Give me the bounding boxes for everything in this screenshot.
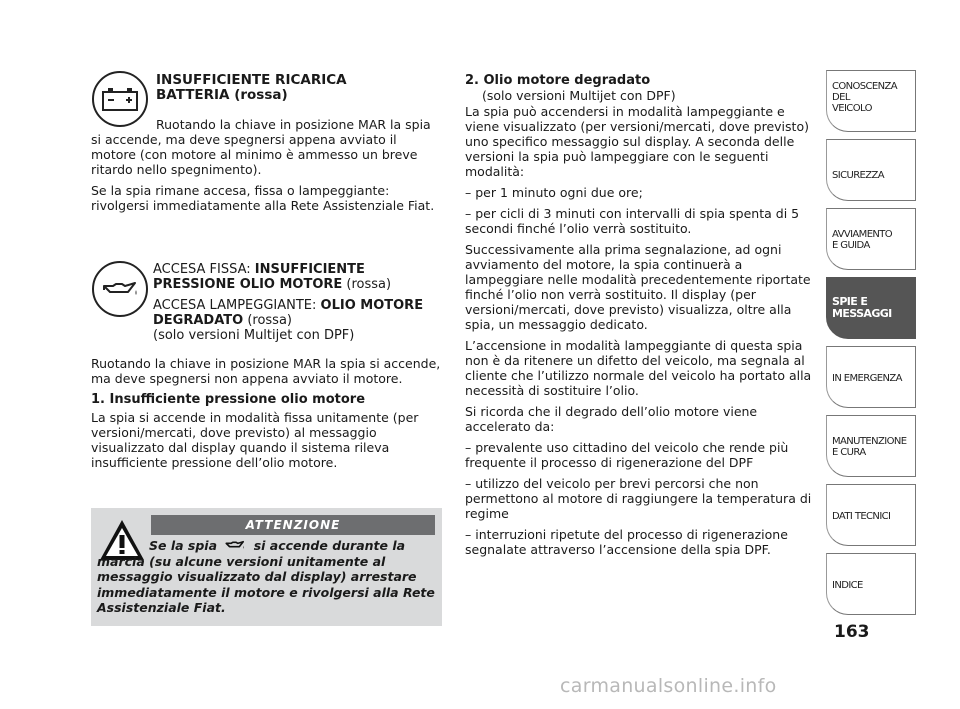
- degraded-heading: 2. Olio motore degradato: [465, 73, 651, 88]
- oil-fixed-status: ACCESA FISSA: INSUFFICIENTE PRESSIONE OLIO MOTORE (rossa): [153, 262, 392, 292]
- right-paragraph-1: La spia può accendersi in modalità lampeggiante e viene visualizzato (per versioni/mercati, dove previsto) uno specifico messaggio sul display. A seconda delle versioni la spia può lampeggiare con le seguenti modalità:: [465, 104, 809, 179]
- oil-paragraph-1: Ruotando la chiave in posizione MAR la spia si accende, ma deve spegnersi non appena avviato il motore.: [91, 356, 441, 386]
- battery-text: [91, 117, 441, 219]
- right-paragraph-8: – utilizzo del veicolo per brevi percorsi che non permettono al motore di raggiungere la temperatura di regime: [465, 476, 812, 521]
- tab-conoscenza-del-veicolo[interactable]: CONOSCENZA DEL VEICOLO: [826, 70, 916, 132]
- oil-versions-note: (solo versioni Multijet con DPF): [153, 328, 355, 343]
- tab-spie-e-messaggi[interactable]: SPIE E MESSAGGI: [826, 277, 916, 339]
- right-paragraph-2: – per 1 minuto ogni due ore;: [465, 185, 643, 200]
- right-paragraph-4: Successivamente alla prima segnalazione, ad ogni avviamento del motore, la spia continuerà a lampeggiare nelle modalità precedentemente riportate finché l’olio non verrà sostituito. Il display (per versioni/mercati, dove previsto) visualizza, oltre alla spia, un messaggio dedicato.: [465, 242, 811, 332]
- oil-can-icon: [221, 539, 249, 551]
- oil-can-icon: [92, 261, 148, 317]
- attention-title: ATTENZIONE: [151, 515, 435, 535]
- tab-sicurezza[interactable]: SICUREZZA: [826, 139, 916, 201]
- right-paragraph-5: L’accensione in modalità lampeggiante di questa spia non è da ritenere un difetto del veicolo, ma segnala al cliente che l’utilizzo normale del veicolo ha portato alla necessità di sostituire l’olio.: [465, 338, 812, 398]
- right-paragraph-7: – prevalente uso cittadino del veicolo che rende più frequente il processo di rigenerazione del DPF: [465, 440, 789, 470]
- page-number: 163: [834, 622, 870, 642]
- attention-box: [91, 508, 442, 626]
- oil-blinking-status: ACCESA LAMPEGGIANTE: OLIO MOTORE DEGRADATO (rossa): [153, 298, 424, 328]
- oil-subheading: 1. Insufficiente pressione olio motore: [91, 392, 366, 407]
- tab-avviamento-e-guida[interactable]: AVVIAMENTO E GUIDA: [826, 208, 916, 270]
- watermark: carmanualsonline.info: [560, 675, 777, 697]
- right-paragraph-3: – per cicli di 3 minuti con intervalli di spia spenta di 5 secondi finché l’olio verrà sostituito.: [465, 206, 800, 236]
- right-paragraph-6: Si ricorda che il degrado dell’olio motore viene accelerato da:: [465, 404, 758, 434]
- right-paragraph-9: – interruzioni ripetute del processo di rigenerazione segnalate attraverso l’accensione della spia DPF.: [465, 527, 788, 557]
- battery-heading: INSUFFICIENTE RICARICA BATTERIA (rossa): [156, 72, 347, 103]
- tab-in-emergenza[interactable]: IN EMERGENZA: [826, 346, 916, 408]
- oil-paragraph-2: La spia si accende in modalità fissa unitamente (per versioni/mercati, dove previsto) al messaggio visualizzato dal display quando il sistema rileva insufficiente pressione dell’olio motore.: [91, 410, 419, 470]
- battery-paragraph-2: Se la spia rimane accesa, fissa o lampeggiante: rivolgersi immediatamente alla Rete Assistenziale Fiat.: [91, 183, 435, 213]
- right-column: [465, 73, 815, 563]
- attention-text: Se la spia si accende durante la marcia (su alcune versioni unitamente al messaggio visualizzato dal display) arrestare immediatamente il motore e rivolgersi alla Rete Assistenziale Fiat.: [97, 538, 435, 615]
- tab-indice[interactable]: INDICE: [826, 553, 916, 615]
- tab-dati-tecnici[interactable]: DATI TECNICI: [826, 484, 916, 546]
- battery-paragraph-1: Ruotando la chiave in posizione MAR la spia si accende, ma deve spegnersi appena avviato il motore (con motore al minimo è ammesso un breve ritardo nello spegnimento).: [91, 117, 431, 177]
- tab-manutenzione-e-cura[interactable]: MANUTENZIONE E CURA: [826, 415, 916, 477]
- oil-text: [91, 356, 443, 476]
- oil-status-block: [153, 262, 433, 343]
- degraded-heading-note: (solo versioni Multijet con DPF): [482, 88, 676, 103]
